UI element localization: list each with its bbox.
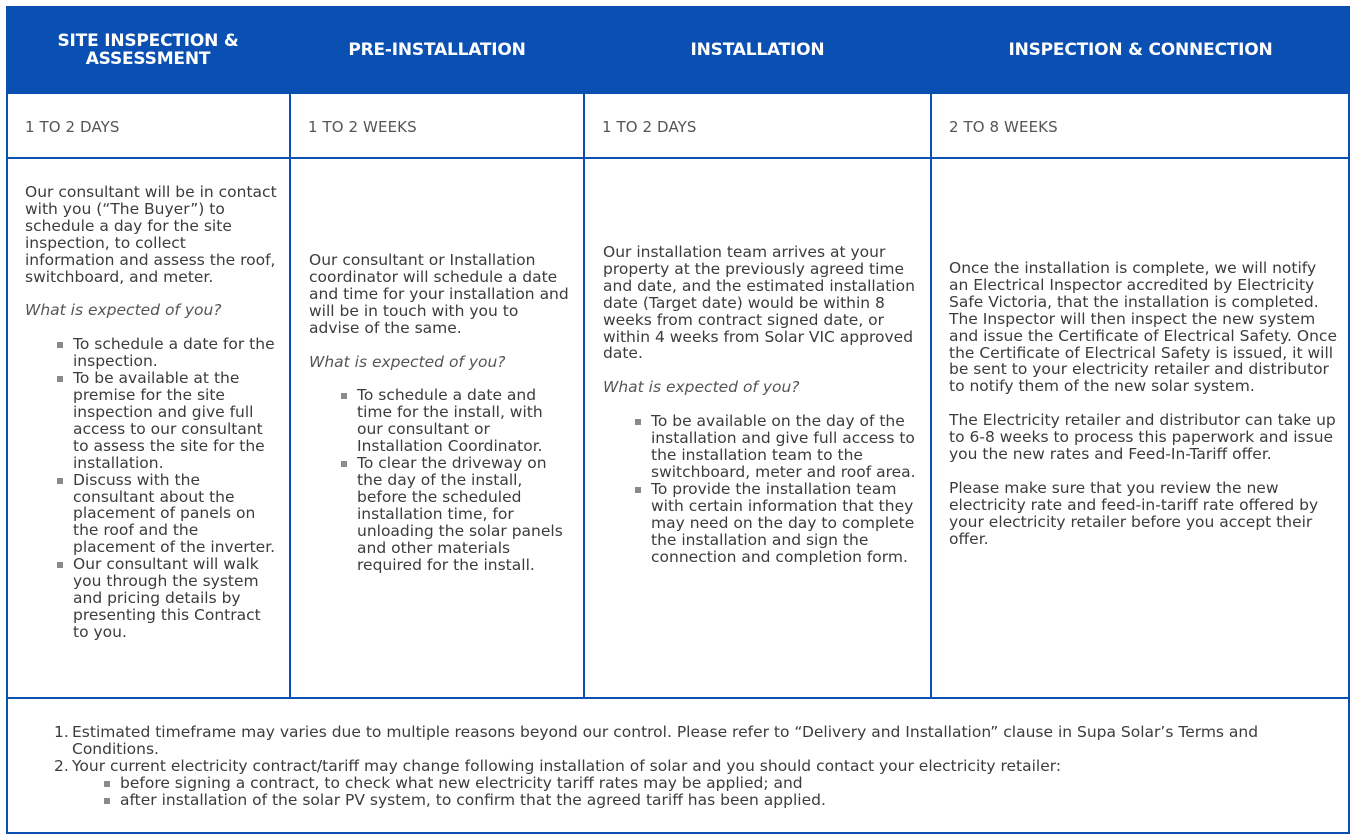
row-divider (6, 697, 1350, 699)
list-item: To schedule a date for the inspection. (57, 336, 277, 370)
list-item: before signing a contract, to check what new electricity tariff rates may be applied; and (104, 775, 1334, 792)
column-divider (289, 94, 291, 699)
expectation-list (57, 336, 277, 640)
footnotes (54, 724, 1334, 809)
row-divider (6, 157, 1350, 159)
footnote-number: 1. (54, 723, 69, 741)
column-divider (930, 94, 932, 699)
duration-installation: 1 TO 2 DAYS (602, 118, 697, 136)
header-inspection-connection: INSPECTION & CONNECTION (1008, 40, 1273, 60)
list-item: To provide the installation team with certain information that they may need on the day to complete the installation and sign the connection and completion form. (635, 481, 918, 566)
list-item: To schedule a date and time for the install, with our consultant or Installation Coordinator. (341, 387, 571, 455)
column-divider (583, 94, 585, 699)
footnote-text: Your current electricity contract/tariff may change following installation of solar and you should contact your electricity retailer: (72, 756, 1062, 775)
header-installation: INSTALLATION (690, 40, 825, 60)
expectation-list (341, 387, 571, 573)
header-pre-installation: PRE-INSTALLATION (348, 40, 526, 60)
footnote-number: 2. (54, 756, 69, 775)
list-item: after installation of the solar PV system, to confirm that the agreed tariff has been applied. (104, 792, 1334, 809)
list-item: To be available on the day of the installation and give full access to the installation team to the switchboard, meter and roof area. (635, 413, 918, 481)
pre-installation-details (309, 252, 571, 573)
installation-details (603, 244, 918, 565)
list-item: Our consultant will walk you through the system and pricing details by presenting this Contract to you. (57, 556, 277, 641)
expectation-heading: What is expected of you? (603, 378, 800, 397)
installation-intro: Our installation team arrives at your property at the previously agreed time and date, and the estimated installation date (Target date) would be within 8 weeks from contract signed date, or within 4 weeks from Solar VIC approved date. (603, 243, 915, 363)
pre-installation-intro: Our consultant or Installation coordinator will schedule a date and time for your installation and will be in touch with you to advise of the same. (309, 251, 569, 337)
connection-paragraph: The Electricity retailer and distributor can take up to 6-8 weeks to process this paperwork and issue you the new rates and Feed-In-Tariff offer. (949, 411, 1336, 464)
expectation-heading: What is expected of you? (309, 352, 506, 371)
site-inspection-intro: Our consultant will be in contact with you (“The Buyer”) to schedule a day for the site inspection, to collect information and assess the roof, switchboard, and meter. (25, 183, 277, 286)
inspection-connection-details (949, 260, 1337, 548)
list-item: To clear the driveway on the day of the install, before the scheduled installation time, for unloading the solar panels and other materials required for the install. (341, 455, 571, 573)
table-border-bottom (6, 832, 1350, 834)
duration-inspection-connection: 2 TO 8 WEEKS (949, 118, 1058, 136)
expectation-list (635, 413, 918, 565)
header-site-inspection: SITE INSPECTION & ASSESSMENT (57, 31, 239, 69)
footnote-1 (54, 724, 1334, 758)
list-item: Discuss with the consultant about the placement of panels on the roof and the placement of the inverter. (57, 472, 277, 557)
footnote-2-list (104, 775, 1334, 809)
footnote-text: Estimated timeframe may varies due to multiple reasons beyond our control. Please refer to “Delivery and Installation” clause in Supa Solar’s Terms and Conditions. (72, 723, 1259, 758)
duration-pre-installation: 1 TO 2 WEEKS (308, 118, 417, 136)
connection-paragraph: Once the installation is complete, we will notify an Electrical Inspector accredited by Electricity Safe Victoria, that the installation is completed. The Inspector will then inspect the new system and issue the Certificate of Electrical Safety. Once the Certificate of Electrical Safety is issued, it will be sent to your electricity retailer and distributor to notify them of the new solar system. (949, 259, 1337, 396)
footnote-2 (54, 758, 1334, 775)
header-row (6, 6, 1350, 94)
site-inspection-details (25, 184, 277, 641)
table-border-left (6, 94, 8, 834)
duration-site-inspection: 1 TO 2 DAYS (25, 118, 120, 136)
expectation-heading: What is expected of you? (25, 301, 222, 320)
table-border-right (1348, 94, 1350, 834)
connection-paragraph: Please make sure that you review the new electricity rate and feed-in-tariff rate offered by your electricity retailer before you accept their offer. (949, 478, 1319, 548)
list-item: To be available at the premise for the site inspection and give full access to our consultant to assess the site for the installation. (57, 370, 277, 471)
process-table (6, 6, 1350, 834)
